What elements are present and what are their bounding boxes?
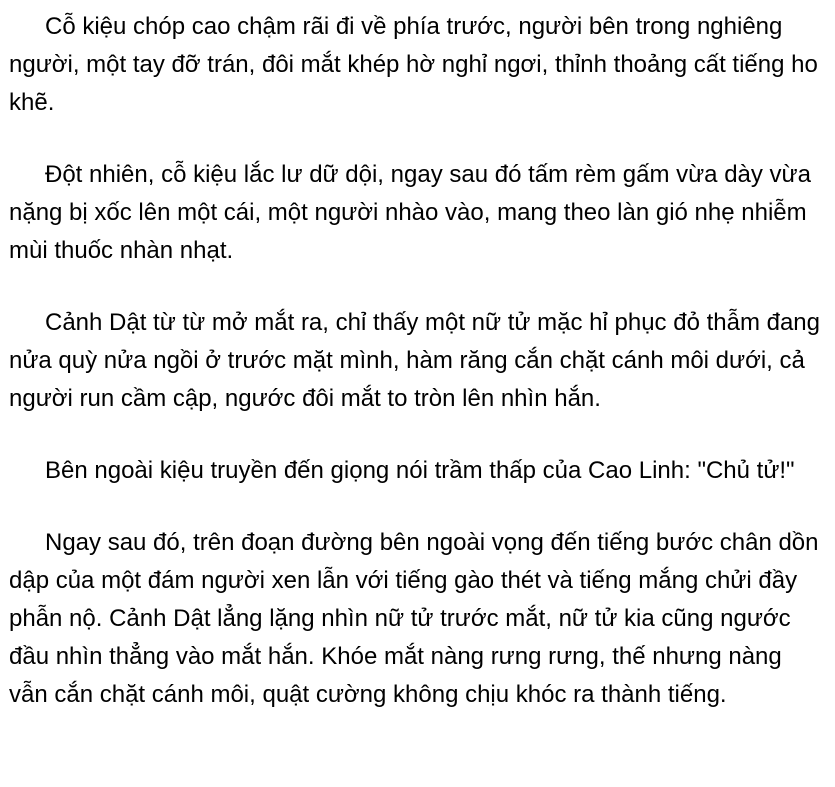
paragraph: Ngay sau đó, trên đoạn đường bên ngoài vọng đến tiếng bước chân dồn dập của một đám người xen lẫn với tiếng gào thét và tiếng mắng chửi đầy phẫn nộ. Cảnh Dật lẳng lặng nhìn nữ tử trước mắt, nữ tử kia cũng ngước đầu nhìn thẳng vào mắt hắn. Khóe mắt nàng rưng rưng, thế nhưng nàng vẫn cắn chặt cánh môi, quật cường không chịu khóc ra thành tiếng.: [9, 529, 819, 708]
paragraph: Đột nhiên, cỗ kiệu lắc lư dữ dội, ngay sau đó tấm rèm gấm vừa dày vừa nặng bị xốc lên một cái, một người nhào vào, mang theo làn gió nhẹ nhiễm mùi thuốc nhàn nhạt.: [9, 161, 811, 264]
paragraph: Bên ngoài kiệu truyền đến giọng nói trầm thấp của Cao Linh: "Chủ tử!": [45, 457, 795, 484]
paragraph: Cỗ kiệu chóp cao chậm rãi đi về phía trước, người bên trong nghiêng người, một tay đỡ trán, đôi mắt khép hờ nghỉ ngơi, thỉnh thoảng cất tiếng ho khẽ.: [9, 13, 818, 116]
paragraph: Cảnh Dật từ từ mở mắt ra, chỉ thấy một nữ tử mặc hỉ phục đỏ thẫm đang nửa quỳ nửa ngồi ở trước mặt mình, hàm răng cắn chặt cánh môi dưới, cả người run cầm cập, ngước đôi mắt to tròn lên nhìn hắn.: [9, 309, 820, 412]
